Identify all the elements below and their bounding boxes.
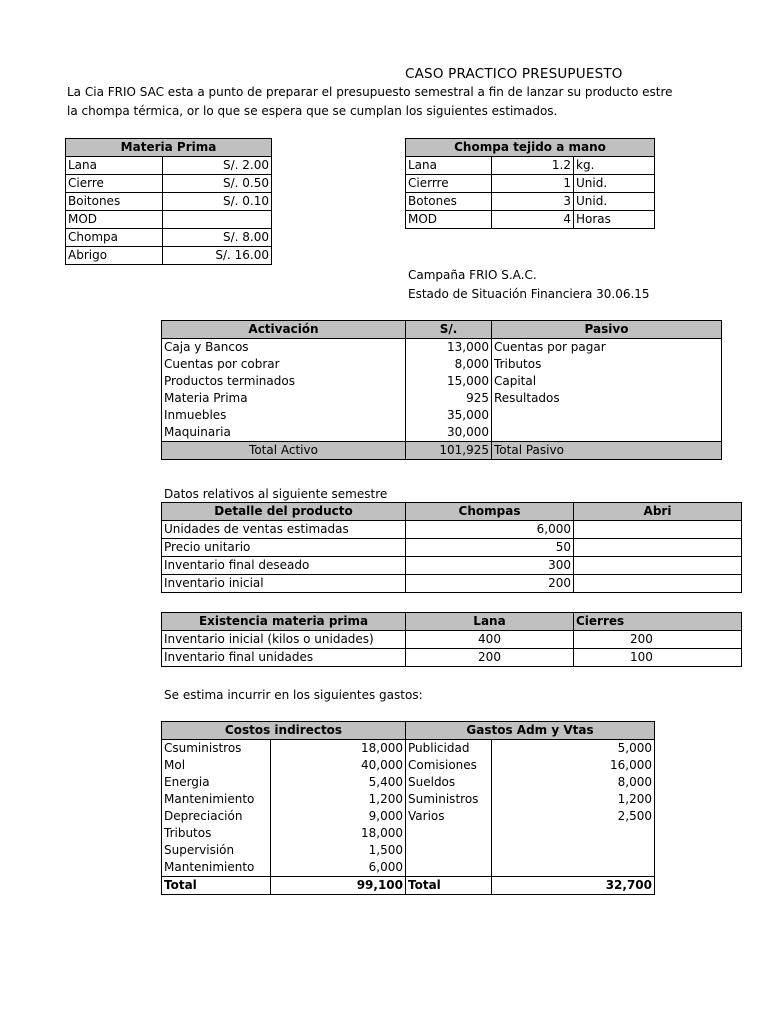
total-activo-value: 101,925 (406, 442, 492, 460)
cell: Comisiones (406, 757, 492, 774)
table-row (66, 175, 272, 193)
cell: Publicidad (406, 740, 492, 758)
table-row (162, 859, 655, 877)
cell: Resultados (492, 390, 722, 407)
cell: 18,000 (271, 825, 406, 842)
materia-prima-header: Materia Prima (66, 139, 272, 157)
cell: 4 (492, 211, 574, 229)
cell: S/. 0.50 (163, 175, 272, 193)
table-row (162, 842, 655, 859)
cell (406, 842, 492, 859)
existencia-header-cierres: Cierres (574, 613, 742, 631)
cell: Precio unitario (162, 539, 406, 557)
cell: 100 (574, 649, 742, 667)
cell (574, 521, 742, 539)
table-row (162, 808, 655, 825)
table-row (162, 521, 742, 539)
existencia-header-label: Existencia materia prima (162, 613, 406, 631)
cell: MOD (406, 211, 492, 229)
cell (574, 539, 742, 557)
cell: 1,500 (271, 842, 406, 859)
cell (574, 575, 742, 593)
gastos-total-row (162, 877, 655, 895)
cell: 300 (406, 557, 574, 575)
cell (492, 842, 655, 859)
cell: Varios (406, 808, 492, 825)
cell: Chompa (66, 229, 163, 247)
semestre-caption: Datos relativos al siguiente semestre (164, 487, 388, 501)
table-row (162, 373, 722, 390)
cell: 6,000 (271, 859, 406, 877)
table-row (66, 211, 272, 229)
table-row (162, 774, 655, 791)
table-row (162, 791, 655, 808)
cell (492, 825, 655, 842)
chompa-tejido-header: Chompa tejido a mano (406, 139, 655, 157)
cell: Supervisión (162, 842, 271, 859)
balance-header-activo: Activación (162, 321, 406, 339)
table-row (162, 424, 722, 442)
table-row (406, 193, 655, 211)
cell: Lana (66, 157, 163, 175)
table-row (66, 229, 272, 247)
cell: S/. 0.10 (163, 193, 272, 211)
cell: Inventario inicial (162, 575, 406, 593)
table-row (162, 356, 722, 373)
cell: Lana (406, 157, 492, 175)
cell: Abrigo (66, 247, 163, 265)
cell: Inventario inicial (kilos o unidades) (162, 631, 406, 649)
cell: Productos terminados (162, 373, 406, 390)
company-name: Campaña FRIO S.A.C. (408, 268, 537, 282)
cell: 1,200 (271, 791, 406, 808)
table-row (162, 539, 742, 557)
semestre-header-chompas: Chompas (406, 503, 574, 521)
cell (574, 557, 742, 575)
cell: Materia Prima (162, 390, 406, 407)
cell: Suministros (406, 791, 492, 808)
statement-title: Estado de Situación Financiera 30.06.15 (408, 287, 650, 301)
table-row (66, 193, 272, 211)
cell: 200 (574, 631, 742, 649)
cell: Boitones (66, 193, 163, 211)
cell: 200 (406, 649, 574, 667)
cell: kg. (574, 157, 655, 175)
cell: 925 (406, 390, 492, 407)
table-row (66, 247, 272, 265)
cell: 15,000 (406, 373, 492, 390)
cell: Unidades de ventas estimadas (162, 521, 406, 539)
cell: 400 (406, 631, 574, 649)
cell (492, 859, 655, 877)
cell: Cierrre (406, 175, 492, 193)
cell: S/. 16.00 (163, 247, 272, 265)
balance-header-pasivo: Pasivo (492, 321, 722, 339)
cell: 35,000 (406, 407, 492, 424)
table-row (162, 757, 655, 774)
balance-header-soles: S/. (406, 321, 492, 339)
cell: Inmuebles (162, 407, 406, 424)
cell: S/. 2.00 (163, 157, 272, 175)
cell: 5,000 (492, 740, 655, 758)
table-row (162, 575, 742, 593)
balance-total-row (162, 442, 722, 460)
total-activo-label: Total Activo (162, 442, 406, 460)
page-title: CASO PRACTICO PRESUPUESTO (405, 66, 623, 82)
cell: 3 (492, 193, 574, 211)
cell: Mantenimiento (162, 791, 271, 808)
table-row (162, 390, 722, 407)
cell: Unid. (574, 175, 655, 193)
chompa-tejido-table (405, 138, 655, 229)
table-row (162, 649, 742, 667)
cell (163, 211, 272, 229)
cell: Mantenimiento (162, 859, 271, 877)
cell: Capital (492, 373, 722, 390)
total-pasivo-label: Total Pasivo (492, 442, 722, 460)
cell: Csuministros (162, 740, 271, 758)
cell: 8,000 (492, 774, 655, 791)
materia-prima-table (65, 138, 272, 265)
cell: 1.2 (492, 157, 574, 175)
existencia-header-lana: Lana (406, 613, 574, 631)
cell (492, 424, 722, 442)
intro-line-1: La Cia FRIO SAC esta a punto de preparar el presupuesto semestral a fin de lanzar su producto estre (67, 85, 673, 99)
cell: Botones (406, 193, 492, 211)
existencia-table (161, 612, 742, 667)
cell: Inventario final deseado (162, 557, 406, 575)
cell: Unid. (574, 193, 655, 211)
cell: S/. 8.00 (163, 229, 272, 247)
cell: 6,000 (406, 521, 574, 539)
cell: 5,400 (271, 774, 406, 791)
cell: MOD (66, 211, 163, 229)
intro-line-2: la chompa térmica, or lo que se espera que se cumplan los siguientes estimados. (67, 104, 558, 118)
cell: 50 (406, 539, 574, 557)
cell (492, 407, 722, 424)
cell: Tributos (162, 825, 271, 842)
costos-total-value: 99,100 (271, 877, 406, 895)
cell: 1 (492, 175, 574, 193)
gastos-adm-header: Gastos Adm y Vtas (406, 722, 655, 740)
cell (406, 825, 492, 842)
table-row (162, 631, 742, 649)
table-row (162, 825, 655, 842)
table-row (162, 407, 722, 424)
cell: Sueldos (406, 774, 492, 791)
cell: Cuentas por cobrar (162, 356, 406, 373)
semestre-header-abrigos: Abri (574, 503, 742, 521)
cell: 8,000 (406, 356, 492, 373)
cell: 200 (406, 575, 574, 593)
table-row (406, 157, 655, 175)
cell: 13,000 (406, 339, 492, 357)
gastos-total-label: Total (406, 877, 492, 895)
gastos-total-value: 32,700 (492, 877, 655, 895)
gastos-table (161, 721, 655, 895)
gastos-caption: Se estima incurrir en los siguientes gastos: (164, 688, 423, 702)
cell (406, 859, 492, 877)
cell: Inventario final unidades (162, 649, 406, 667)
semestre-table (161, 502, 742, 593)
table-row (162, 557, 742, 575)
table-row (162, 339, 722, 357)
cell: 9,000 (271, 808, 406, 825)
cell: 1,200 (492, 791, 655, 808)
cell: 40,000 (271, 757, 406, 774)
cell: Cuentas por pagar (492, 339, 722, 357)
cell: Caja y Bancos (162, 339, 406, 357)
cell: 30,000 (406, 424, 492, 442)
cell: 2,500 (492, 808, 655, 825)
table-row (406, 211, 655, 229)
table-row (406, 175, 655, 193)
cell: Energia (162, 774, 271, 791)
costos-indirectos-header: Costos indirectos (162, 722, 406, 740)
cell: Tributos (492, 356, 722, 373)
cell: 16,000 (492, 757, 655, 774)
costos-total-label: Total (162, 877, 271, 895)
cell: Maquinaria (162, 424, 406, 442)
balance-table (161, 320, 722, 460)
cell: Horas (574, 211, 655, 229)
cell: Mol (162, 757, 271, 774)
semestre-header-detalle: Detalle del producto (162, 503, 406, 521)
cell: 18,000 (271, 740, 406, 758)
table-row (66, 157, 272, 175)
cell: Cierre (66, 175, 163, 193)
table-row (162, 740, 655, 758)
cell: Depreciación (162, 808, 271, 825)
